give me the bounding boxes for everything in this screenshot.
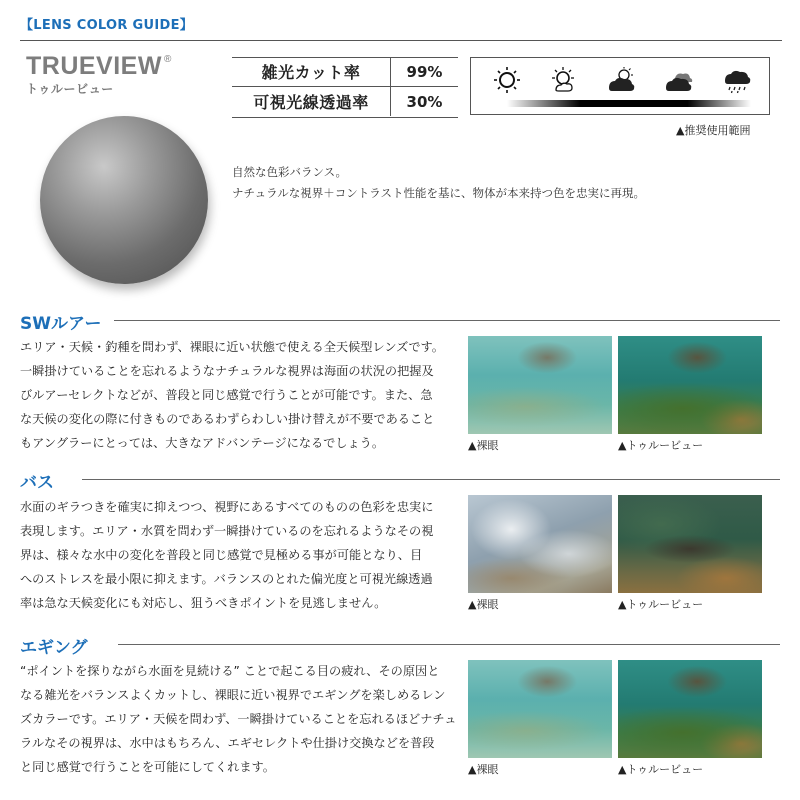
text-line: ズカラーです。エリア・天候を問わず、一瞬掛けていることを忘れるほどナチュ — [20, 712, 457, 726]
text-line: びルアーセレクトなどが、普段と同じ感覚で行うことが可能です。また、急 — [20, 388, 433, 402]
text-line: エリア・天候・釣種を問わず、裸眼に近い状態で使える全天候型レンズです。 — [20, 340, 444, 354]
naked-eye-caption: ▲裸眼 — [468, 439, 499, 452]
recommended-range-gradient — [507, 100, 751, 107]
section-text-eging — [20, 659, 460, 779]
text-line: 水面のギラつきを確実に抑えつつ、視野にあるすべてのものの色彩を忠実に — [20, 500, 434, 514]
section-divider — [108, 320, 780, 321]
sunny-icon — [491, 66, 523, 94]
stats-bottom-rule — [232, 117, 458, 118]
section-title-sw-lure: SWルアー — [20, 309, 114, 334]
naked-eye-photo — [468, 660, 612, 758]
section-title-bass: バス — [20, 468, 66, 493]
trueview-photo — [618, 336, 762, 434]
trueview-caption: ▲トゥルービュー — [618, 763, 704, 776]
text-line: 界は、様々な水中の変化を普段と同じ感覚で見極める事が可能となり、目 — [20, 548, 423, 562]
naked-eye-photo — [468, 495, 612, 593]
description-line: ナチュラルな視界＋コントラスト性能を基に、物体が本来持つ色を忠実に再現。 — [232, 186, 645, 200]
registered-mark: ® — [163, 54, 172, 65]
weather-range-box — [470, 57, 770, 115]
section-text-sw-lure — [20, 335, 460, 455]
section-title-eging: エギング — [20, 633, 100, 658]
text-line: 一瞬掛けていることを忘れるようなナチュラルな視界は海面の状況の把握及 — [20, 364, 434, 378]
text-line: な天候の変化の際に付きものであるわずらわしい掛け替えが不要であること — [20, 412, 435, 426]
section-divider — [118, 644, 780, 645]
guide-title: 【LENS COLOR GUIDE】 — [20, 18, 194, 33]
stat-value: 99% — [406, 62, 443, 81]
section-text-bass — [20, 495, 460, 615]
text-line: 表現します。エリア・水質を問わず一瞬掛けているのを忘れるようなその視 — [20, 524, 434, 538]
brand-name — [26, 52, 172, 81]
partly-cloudy-icon — [605, 66, 637, 94]
sun-cloud-icon — [547, 66, 579, 94]
lens-stats-table — [232, 57, 458, 116]
stat-label: 可視光線透過率 — [232, 87, 391, 117]
section-divider — [82, 479, 780, 480]
text-line: なる雑光をバランスよくカットし、裸眼に近い視界でエギングを楽しめるレン — [20, 688, 446, 702]
brand-name-text: TRUEVIEW — [26, 52, 162, 80]
text-line: ラルなその視界は、水中はもちろん、エギセレクトや仕掛け交換などを普段 — [20, 736, 435, 750]
naked-eye-caption: ▲裸眼 — [468, 763, 499, 776]
stat-value: 30% — [391, 87, 459, 117]
trueview-caption: ▲トゥルービュー — [618, 439, 704, 452]
lens-color-swatch — [40, 116, 208, 284]
naked-eye-caption: ▲裸眼 — [468, 598, 499, 611]
stat-row — [232, 87, 458, 117]
text-line: と同じ感覚で行うことを可能にしてくれます。 — [20, 760, 275, 774]
cloudy-icon — [663, 66, 695, 94]
trueview-caption: ▲トゥルービュー — [618, 598, 704, 611]
trueview-photo — [618, 495, 762, 593]
description-line: 自然な色彩バランス。 — [232, 165, 347, 179]
text-line: “ポイントを探りながら水面を見続ける” ことで起こる目の疲れ、その原因と — [20, 664, 440, 678]
header-divider — [20, 40, 782, 41]
rain-icon — [721, 66, 753, 94]
brand-kana: トゥルービュー — [26, 82, 114, 96]
recommended-range-note: ▲推奨使用範囲 — [676, 124, 751, 137]
text-line: もアングラーにとっては、大きなアドバンテージになるでしょう。 — [20, 436, 385, 450]
stat-row — [232, 57, 458, 87]
stat-label: 雑光カット率 — [232, 57, 391, 87]
text-line: へのストレスを最小限に抑えます。バランスのとれた偏光度と可視光線透過 — [20, 572, 433, 586]
text-line: 率は急な天候変化にも対応し、狙うべきポイントを見逃しません。 — [20, 596, 387, 610]
trueview-photo — [618, 660, 762, 758]
naked-eye-photo — [468, 336, 612, 434]
lens-description — [232, 162, 645, 204]
